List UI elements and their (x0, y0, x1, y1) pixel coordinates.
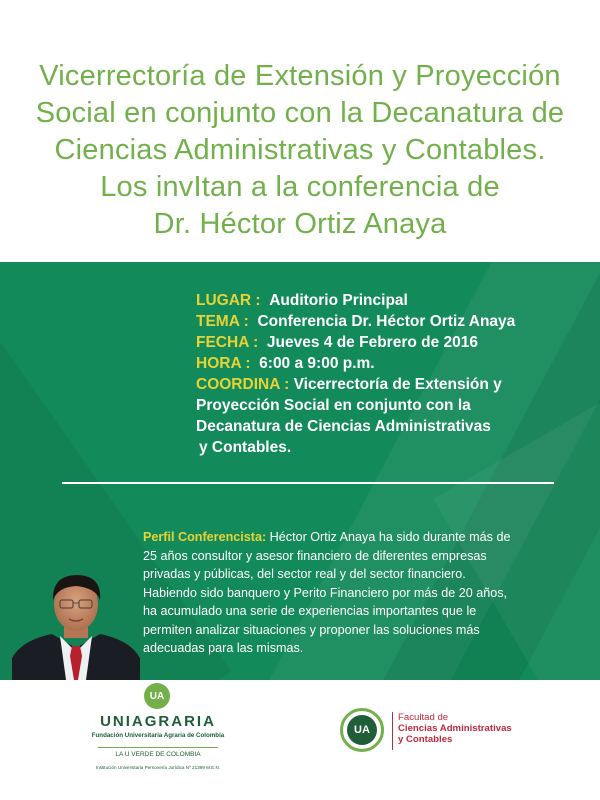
headline-line: Social en conjunto con la Decanatura de (35, 97, 565, 129)
logo-divider (98, 747, 218, 748)
profile-label: Perfil Conferencista: (143, 530, 267, 544)
uniagraria-name: UNIAGRARIA (100, 713, 216, 730)
detail-lugar (196, 290, 586, 311)
faculty-divider (392, 712, 393, 750)
lugar-label: LUGAR : (196, 292, 261, 309)
lugar-value: Auditorio Principal (269, 292, 408, 309)
speaker-photo (12, 570, 140, 680)
profile-text: Héctor Ortiz Anaya ha sido durante más de (269, 530, 511, 544)
ua-badge-inner: UA (347, 715, 377, 745)
faculty-line: y Contables (398, 734, 453, 745)
detail-fecha (196, 332, 586, 353)
detail-hora (196, 353, 586, 374)
profile-line: privadas y públicas, del sector real y del sector financiero. (143, 567, 466, 581)
fecha-label: FECHA : (196, 334, 259, 351)
event-details (196, 290, 586, 458)
uniagraria-tagline: LA U VERDE DE COLOMBIA (115, 751, 201, 758)
coordina-label: COORDINA : (196, 376, 290, 393)
headline-line: Los invItan a la conferencia de (100, 171, 500, 203)
hora-label: HORA : (196, 355, 251, 372)
coordina-value: Vicerrectoría de Extensión y (293, 376, 502, 393)
event-headline (0, 58, 600, 243)
tema-value: Conferencia Dr. Héctor Ortiz Anaya (257, 313, 516, 330)
ua-badge-icon: UA (144, 683, 170, 709)
faculty-line: Facultad de (398, 712, 449, 723)
headline-line: Ciencias Administrativas y Contables. (54, 134, 546, 166)
detail-tema (196, 311, 586, 332)
faculty-line: Ciencias Administrativas (398, 723, 512, 734)
profile-line: permiten analizar situaciones y proponer las soluciones más (143, 622, 480, 637)
profile-line: ha acumulado una serie de experiencias importantes que le (143, 604, 477, 618)
faculty-logo (340, 708, 540, 768)
headline-line: Dr. Héctor Ortiz Anaya (153, 208, 447, 240)
profile-line: adecuadas para las mismas. (143, 641, 304, 655)
uniagraria-subtitle: Fundación Universitaria Agraria de Colombia (91, 732, 225, 739)
divider-line (62, 482, 554, 484)
uniagraria-logo (88, 683, 228, 798)
headline-line: Vicerrectoría de Extensión y Proyección (39, 60, 561, 92)
uniagraria-legal-text: Institución Universitaria Personería Jurídica Nº 21399 M.E.N. (95, 765, 221, 770)
speaker-portrait-icon (12, 570, 140, 680)
hora-value: 6:00 a 9:00 p.m. (259, 355, 375, 372)
profile-line: Habiendo sido banquero y Perito Financiero por más de 20 años, (143, 585, 508, 600)
coordina-continued: Proyección Social en conjunto con la (196, 397, 471, 414)
profile-line: 25 años consultor y asesor financiero de diferentes empresas (143, 548, 487, 563)
header-area (0, 0, 600, 262)
coordina-continued: y Contables. (199, 439, 292, 456)
faculty-name (398, 712, 512, 745)
tema-label: TEMA : (196, 313, 249, 330)
coordina-continued: Decanatura de Ciencias Administrativas (196, 418, 491, 435)
detail-coordina (196, 374, 586, 395)
fecha-value: Jueves 4 de Febrero de 2016 (266, 334, 478, 351)
ua-ring-icon (340, 708, 384, 752)
profile-first-line (143, 528, 583, 547)
speaker-profile (143, 528, 583, 658)
